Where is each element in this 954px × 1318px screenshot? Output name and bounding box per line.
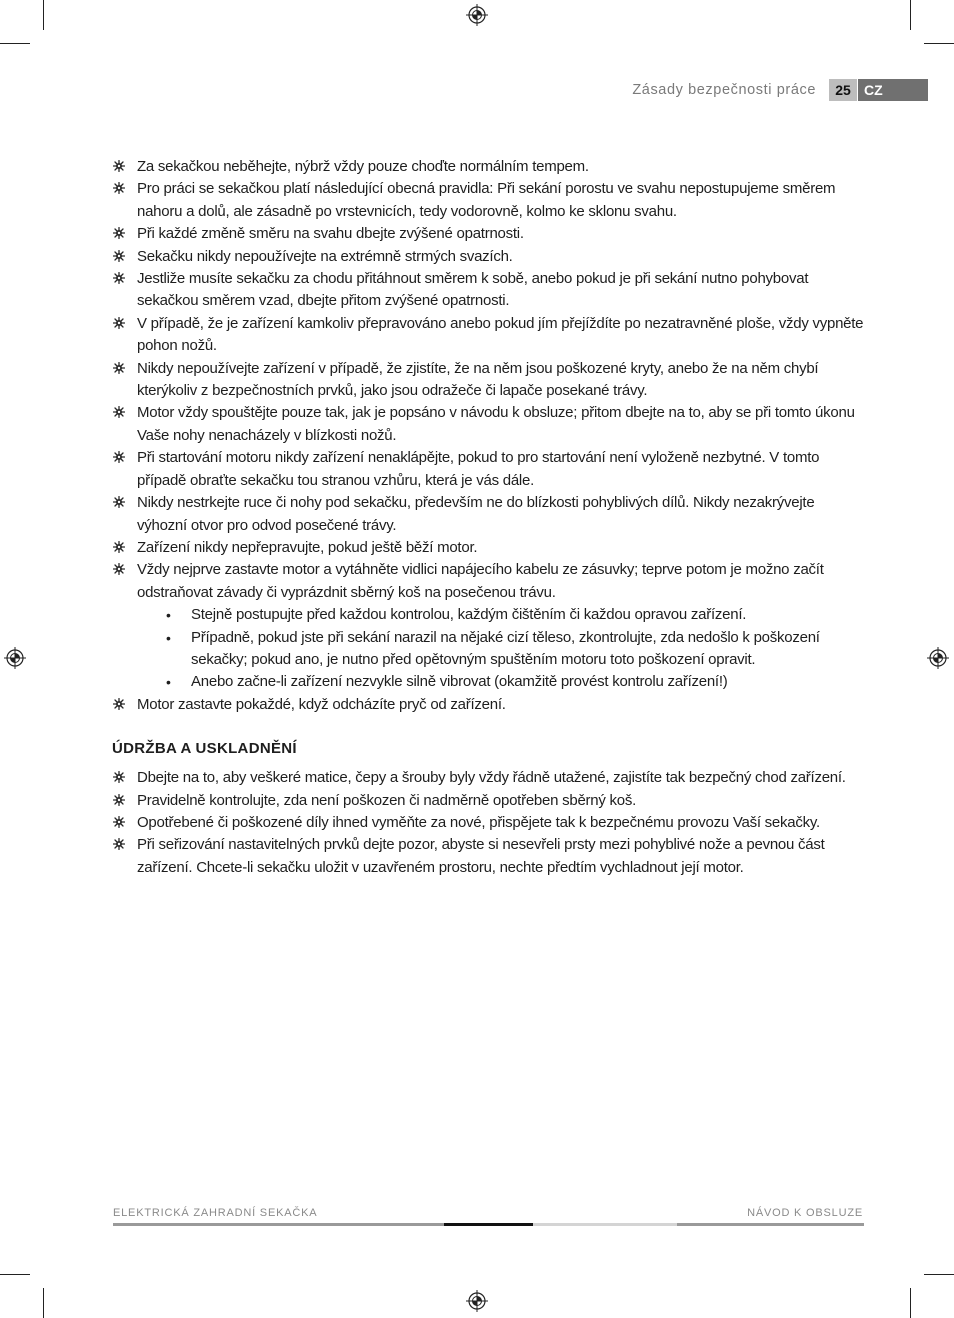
crop-mark [0, 1274, 30, 1275]
list-item-text: Pro práci se sekačkou platí následující obecná pravidla: Při sekání porostu ve svahu nepostupujeme směrem nahoru a dolů, ale zásadně po vrstevnicích, tedy vodorovně, kolmo ke sklonu svahu. [137, 180, 836, 220]
sub-list-item-text: Případně, pokud jste při sekání narazil na nějaké cizí těleso, zkontrolujte, zda nedošlo k poškození sekačky; pokud ano, je nutno před opětovným spuštěním motoru toto poškození opravit. [191, 628, 820, 668]
section-heading: ÚDRŽBA A USKLADNĚNÍ [112, 740, 297, 758]
crop-mark [924, 1274, 954, 1275]
flower-bullet-icon [113, 838, 125, 850]
crop-mark [43, 1288, 44, 1318]
bullet-dot-icon: • [166, 674, 171, 691]
registration-mark-icon [466, 1290, 488, 1312]
list-item [112, 790, 864, 812]
language-tab: CZ [858, 79, 928, 101]
flower-bullet-icon [113, 698, 125, 710]
registration-mark-icon [4, 647, 26, 669]
list-item-text: Vždy nejprve zastavte motor a vytáhněte vidlici napájecího kabelu ze zásuvky; teprve potom je možno začít odstraňovat závady či vyprázdnit sběrný koš na posečenou trávu. [137, 561, 824, 601]
list-item [112, 223, 864, 245]
flower-bullet-icon [113, 362, 125, 374]
list-item-text: Pravidelně kontrolujte, zda není poškozen či nadměrně opotřeben sběrný koš. [137, 791, 637, 809]
flower-bullet-icon [113, 496, 125, 508]
page-content [112, 156, 864, 879]
list-item [112, 402, 864, 447]
list-item-text: Nikdy nepoužívejte zařízení v případě, že zjistíte, že na něm jsou poškozené kryty, anebo že na něm chybí kterýkoliv z bezpečnostních prvků, jako jsou odražeče či lapače posekané trávy. [137, 359, 819, 400]
list-item [112, 559, 864, 693]
sub-list-item-text: Anebo začne-li zařízení nezvykle silně vibrovat (okamžitě provést kontrolu zařízení!) [191, 673, 728, 691]
list-item-text: Při seřizování nastavitelných prvků dejte pozor, abyste si nesevřeli prsty mezi pohyblivé nože a pevnou část zařízení. Chcete-li sekačku uložit v uzavřeném prostoru, nechte předtím vychladnout její motor. [137, 836, 825, 876]
footer-rule [533, 1223, 677, 1226]
list-item [112, 358, 864, 403]
list-item [112, 812, 864, 834]
list-item-text: Při startování motoru nikdy zařízení nenaklápějte, pokud to pro startování není vyloženě nezbytné. V tomto případě obraťte sekačku tou stranou vzhůru, která je vás dále. [137, 449, 820, 489]
page-number: 25 [829, 79, 857, 101]
list-item [112, 694, 864, 716]
list-item [112, 447, 864, 492]
sub-list-item [166, 671, 864, 693]
crop-mark [910, 1288, 911, 1318]
flower-bullet-icon [113, 160, 125, 172]
list-item-text: Nikdy nestrkejte ruce či nohy pod sekačku, především ne do blízkosti pohyblivých dílů. Nikdy nezakrývejte výhozní otvor pro odvod posečené trávy. [137, 494, 815, 534]
footer-product-name: ELEKTRICKÁ ZAHRADNÍ SEKAČKA [113, 1207, 318, 1219]
crop-mark [0, 43, 30, 44]
list-item-text: Jestliže musíte sekačku za chodu přitáhnout směrem k sobě, anebo pokud je při sekání nutno pohybovat sekačkou směrem vzad, dbejte přitom zvýšené opatrnosti. [137, 270, 809, 310]
flower-bullet-icon [113, 451, 125, 463]
footer-manual-label: NÁVOD K OBSLUZE [747, 1207, 863, 1219]
crop-mark [43, 0, 44, 30]
crop-mark [910, 0, 911, 30]
flower-bullet-icon [113, 406, 125, 418]
list-item-text: Za sekačkou neběhejte, nýbrž vždy pouze choďte normálním tempem. [137, 158, 589, 175]
list-item-text: Při každé změně směru na svahu dbejte zvýšené opatrnosti. [137, 225, 524, 243]
list-item-text: Zařízení nikdy nepřepravujte, pokud ještě běží motor. [137, 538, 478, 556]
section-title: Zásady bezpečnosti práce [632, 82, 816, 98]
list-item-text: V případě, že je zařízení kamkoliv přepravováno anebo pokud jím přejíždíte po nezatravněné ploše, vždy vypněte pohon nožů. [137, 314, 864, 355]
list-item [112, 178, 864, 223]
crop-mark [924, 43, 954, 44]
list-item-text: Opotřebené či poškozené díly ihned vyměňte za nové, přispějete tak k bezpečnému provozu Vaší sekačky. [137, 813, 820, 831]
flower-bullet-icon [113, 816, 125, 828]
list-item [112, 156, 864, 178]
flower-bullet-icon [113, 317, 125, 329]
footer-rule [444, 1223, 533, 1226]
bullet-dot-icon: • [166, 629, 171, 646]
flower-bullet-icon [113, 227, 125, 239]
flower-bullet-icon [113, 563, 125, 575]
sub-list-item [166, 627, 864, 672]
flower-bullet-icon [113, 794, 125, 806]
flower-bullet-icon [113, 250, 125, 262]
sub-list [137, 604, 864, 694]
flower-bullet-icon [113, 541, 125, 553]
list-item-text: Motor zastavte pokaždé, když odcházíte pryč od zařízení. [137, 695, 506, 713]
list-item-text: Sekačku nikdy nepoužívejte na extrémně strmých svazích. [137, 247, 513, 265]
footer-rule [677, 1223, 864, 1226]
list-item-text: Dbejte na to, aby veškeré matice, čepy a šrouby byly vždy řádně utažené, zajistíte tak bezpečný chod zařízení. [137, 769, 846, 787]
registration-mark-icon [927, 647, 949, 669]
sub-list-item [166, 604, 864, 626]
list-item [112, 834, 864, 879]
flower-bullet-icon [113, 771, 125, 783]
list-item [112, 767, 864, 789]
list-item [112, 313, 864, 358]
footer-rule [113, 1223, 444, 1226]
list-item [112, 268, 864, 313]
registration-mark-icon [466, 4, 488, 26]
list-item [112, 246, 864, 268]
safety-list [112, 156, 864, 716]
flower-bullet-icon [113, 272, 125, 284]
bullet-dot-icon: • [166, 607, 171, 624]
maintenance-list [112, 767, 864, 879]
list-item [112, 492, 864, 537]
list-item [112, 537, 864, 559]
sub-list-item-text: Stejně postupujte před každou kontrolou, každým čištěním či každou opravou zařízení. [191, 606, 747, 624]
list-item-text: Motor vždy spouštějte pouze tak, jak je popsáno v návodu k obsluze; přitom dbejte na to, aby se při tomto úkonu Vaše nohy nenacházely v blízkosti nožů. [137, 404, 855, 444]
flower-bullet-icon [113, 182, 125, 194]
